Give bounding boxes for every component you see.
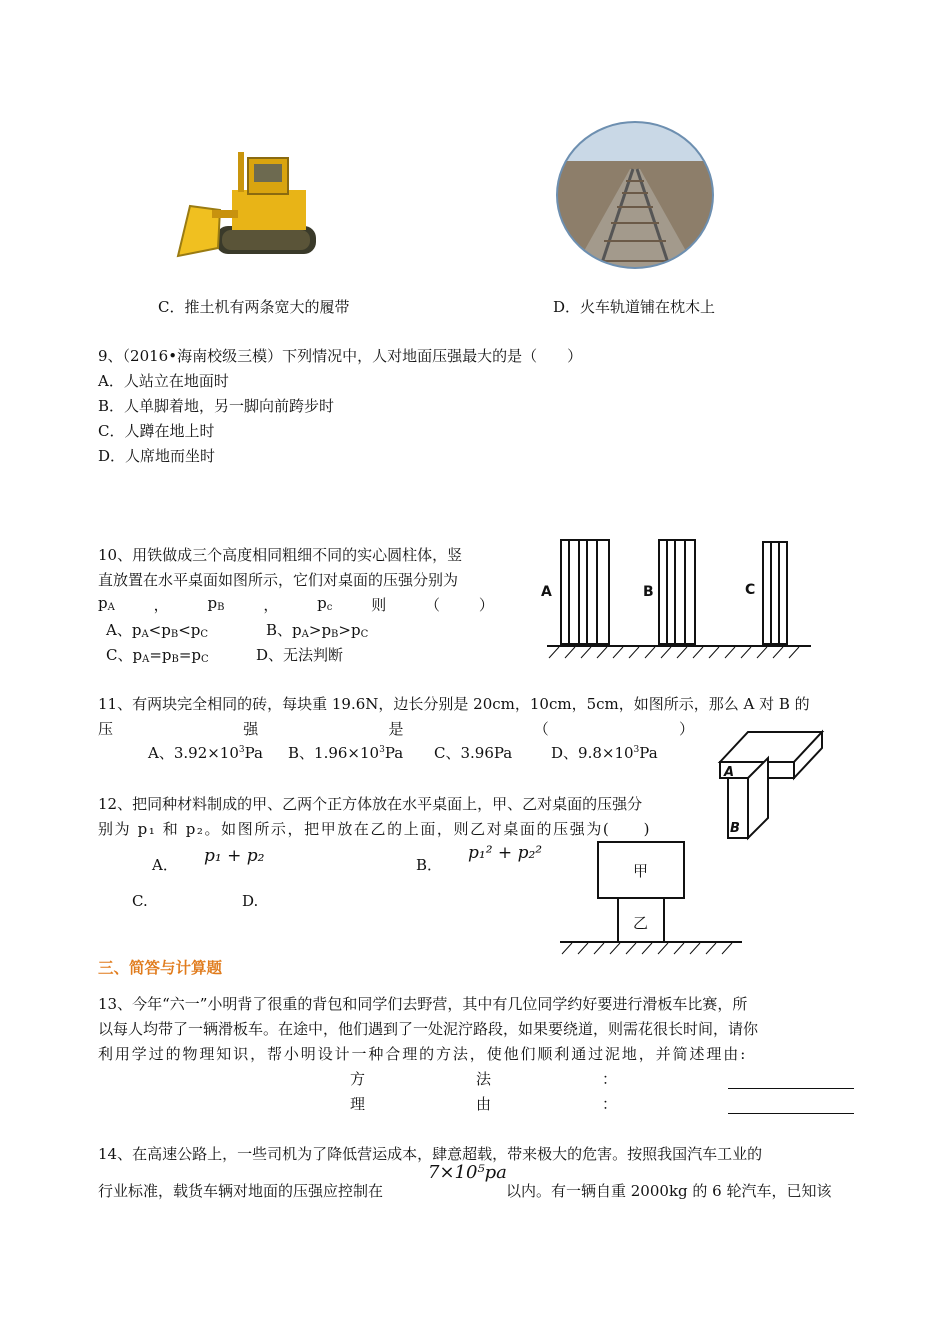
q10-paren-close: ） [478, 596, 494, 614]
q8-option-c: C．推土机有两条宽大的履带 [158, 298, 350, 316]
q12-line1: 12、把同种材料制成的甲、乙两个正方体放在水平桌面上，甲、乙对桌面的压强分 [98, 795, 643, 813]
cylinder-label-a: A [541, 584, 552, 600]
q11-line1: 11、有两块完全相同的砖，每块重 19.6N，边长分别是 20cm，10cm，5cm，如图所示，那么 A 对 B 的 [98, 695, 810, 713]
q14-line2-suffix: 以内。有一辆自重 2000kg 的 6 轮汽车，已知该 [506, 1182, 832, 1200]
q13-method-word-2: 法 [476, 1070, 492, 1088]
q10-comma1: ， [153, 596, 169, 614]
q13-reason-colon: ： [602, 1095, 618, 1113]
q11-word-3: 是 [388, 720, 404, 738]
q8-option-d: D．火车轨道铺在枕木上 [553, 298, 716, 316]
q13-method-word-1: 方 [350, 1070, 366, 1088]
railway-track-image [556, 121, 714, 269]
q13-method-row [350, 1068, 854, 1089]
brick-label-a: A [724, 765, 735, 780]
bricks-figure [716, 726, 828, 844]
q11-option-a: A、$3.92\times 10^3Pa$ [148, 744, 263, 762]
q13-method-blank[interactable] [728, 1074, 854, 1089]
q12-option-c: C. [132, 892, 148, 910]
q11-line2 [98, 718, 694, 739]
cylinders-figure [535, 534, 815, 662]
q11-paren-open: （ [533, 720, 549, 738]
q13-line1: 13、今年“六一”小明背了很重的背包和同学们去野营，其中有几位同学约好要进行滑板车比赛，所 [98, 995, 748, 1013]
cylinder-label-c: C [745, 582, 756, 598]
q10-pb: $p_B$ [207, 594, 225, 613]
q10-pa: $p_A$ [98, 594, 115, 613]
cube-label-jia: 甲 [633, 862, 649, 880]
q14-pressure-value: 7×10⁵pa [428, 1162, 507, 1183]
q13-reason-word-2: 由 [476, 1095, 492, 1113]
stacked-cubes-figure [558, 838, 742, 962]
q10-option-d: D、无法判断 [256, 646, 344, 664]
q10-pc: $p_c$ [317, 594, 333, 613]
bulldozer-image [176, 148, 326, 262]
brick-label-b: B [730, 821, 740, 836]
section-3-title: 三、简答与计算题 [98, 959, 223, 977]
q11-option-d: D、$9.8\times 10^3Pa$ [551, 744, 658, 762]
q9-option-c: C．人蹲在地上时 [98, 422, 215, 440]
q12-line2: 别为 p₁ 和 p₂。如图所示，把甲放在乙的上面，则乙对桌面的压强为( ) [98, 820, 652, 838]
q9-stem: 9、（2016•海南校级三模）下列情况中，人对地面压强最大的是（ ） [98, 347, 583, 365]
q11-word-2: 强 [243, 720, 259, 738]
q11-paren-close: ） [678, 720, 694, 738]
q11-word-1: 压 [98, 720, 114, 738]
q12-option-b-formula: p₁² + p₂² [468, 843, 543, 863]
q10-comma2: ， [263, 596, 279, 614]
q13-reason-blank[interactable] [728, 1099, 854, 1114]
q13-method-colon: ： [602, 1070, 618, 1088]
cylinder-label-b: B [643, 584, 654, 600]
q9-option-d: D．人席地而坐时 [98, 447, 216, 465]
q12-option-d: D. [242, 892, 259, 910]
q9-option-a: A．人站立在地面时 [98, 372, 229, 390]
q10-option-a: A、$p_A<p_B<p_C$ [106, 621, 209, 640]
q10-line3 [98, 594, 494, 615]
q10-line1: 10、用铁做成三个高度相同粗细不同的实心圆柱体，竖 [98, 546, 463, 564]
q14-line2-prefix: 行业标准，载货车辆对地面的压强应控制在 [98, 1182, 384, 1200]
q14-line1: 14、在高速公路上，一些司机为了降低营运成本，肆意超载，带来极大的危害。按照我国汽车工业的 [98, 1145, 763, 1163]
q12-option-a-label: A． [152, 856, 178, 874]
q10-line2: 直放置在水平桌面如图所示，它们对桌面的压强分别为 [98, 571, 459, 589]
q10-option-c: C、$p_A=p_B=p_C$ [106, 646, 209, 665]
q13-reason-word-1: 理 [350, 1095, 366, 1113]
q10-then: 则 [371, 596, 387, 614]
q13-reason-row [350, 1093, 854, 1114]
q11-option-b: B、$1.96\times 10^3Pa$ [288, 744, 404, 762]
q9-option-b: B．人单脚着地，另一脚向前跨步时 [98, 397, 335, 415]
q12-option-b-label: B． [416, 856, 443, 874]
q10-option-b: B、$p_A>p_B>p_C$ [266, 621, 369, 640]
q11-option-c: C、3.96Pa [434, 744, 513, 762]
cube-label-yi: 乙 [633, 914, 649, 932]
q12-option-a-formula: p₁ + p₂ [204, 846, 265, 866]
q10-paren-open: （ [425, 596, 441, 614]
q13-line2: 以每人均带了一辆滑板车。在途中，他们遇到了一处泥泞路段，如果要绕道，则需花很长时间，请你 [98, 1020, 759, 1038]
q13-line3: 利用学过的物理知识，帮小明设计一种合理的方法，使他们顺利通过泥地，并简述理由: [98, 1045, 748, 1063]
